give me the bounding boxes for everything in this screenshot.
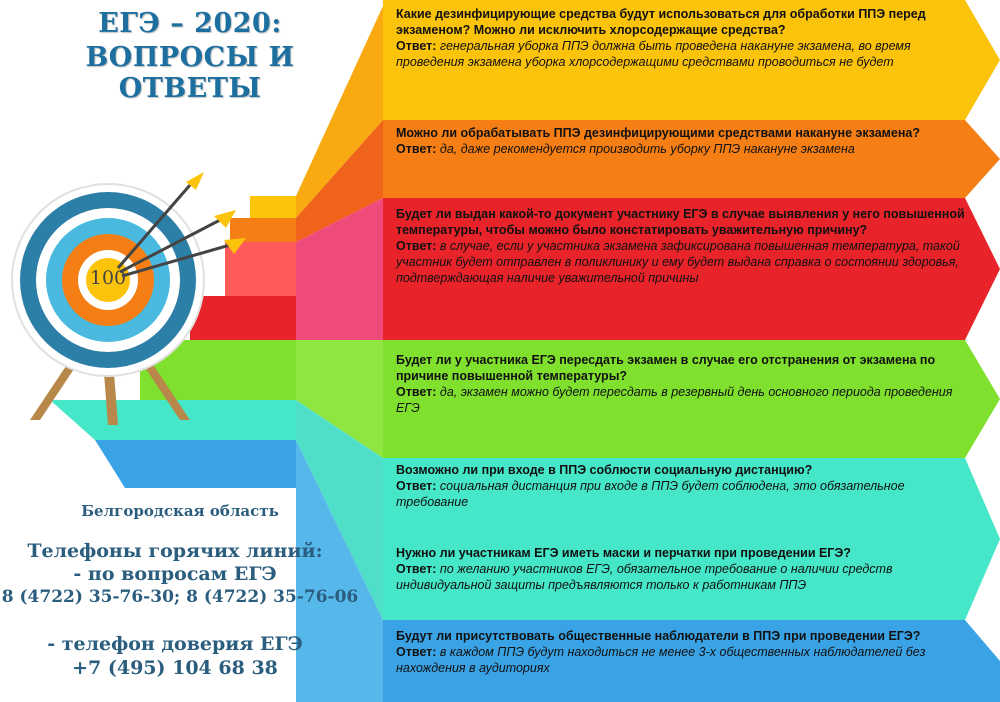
page-title-line2: ВОПРОСЫ И ОТВЕТЫ <box>85 42 295 104</box>
question-text: Будет ли выдан какой-то документ участнику ЕГЭ в случае выявления у него повышенной температуры, чтобы можно было констатировать уважительную причину? <box>396 207 965 237</box>
region-label: Белгородская область <box>81 502 279 520</box>
answer-text: социальная дистанция при входе в ППЭ будет соблюдена, это обязательное требование <box>396 479 905 509</box>
ege-hotline-phones: 8 (4722) 35-76-30; 8 (4722) 35-76-06 <box>1 587 359 607</box>
qa-item <box>396 6 966 70</box>
target-score: 100 <box>89 267 127 289</box>
answer-label: Ответ: <box>396 562 437 576</box>
answer-label: Ответ: <box>396 645 437 659</box>
qa-item <box>396 628 966 676</box>
yellow-ribbon <box>250 196 296 218</box>
qa-item <box>396 352 966 416</box>
qa-item <box>396 125 966 157</box>
ege-hotline-label: - по вопросам ЕГЭ <box>73 563 277 585</box>
answer-label: Ответ: <box>396 385 437 399</box>
answer-label: Ответ: <box>396 142 437 156</box>
qa-item <box>396 462 966 510</box>
question-text: Будет ли у участника ЕГЭ пересдать экзамен в случае его отстранения от экзамена по причине повышенной температуры? <box>396 353 936 383</box>
qa-item <box>396 545 966 593</box>
answer-text: в случае, если у участника экзамена зафиксирована повышенная температура, такой участник будет отправлен в поликлинику и ему будет выдана справка о состоянии здоровья, подтверждающая наличие уважительной причины <box>396 239 960 285</box>
qa-item <box>396 206 966 286</box>
answer-text: по желанию участников ЕГЭ, обязательное требование о наличии средств индивидуальной защиты предъявляются только к работникам ППЭ <box>396 562 893 592</box>
answer-text: в каждом ППЭ будут находиться не менее 3-х общественных наблюдателей без нахождения в аудиториях <box>396 645 926 675</box>
answer-label: Ответ: <box>396 39 437 53</box>
red-ribbon <box>190 296 296 340</box>
answer-text: генеральная уборка ППЭ должна быть проведена накануне экзамена, во время проведения экзамена уборка хлорсодержащими средствами проводиться не будет <box>396 39 911 69</box>
trust-line-phone: +7 (495) 104 68 38 <box>72 657 278 679</box>
question-text: Какие дезинфицирующие средства будут использоваться для обработки ППЭ перед экзаменом? Можно ли исключить хлорсодержащие средства? <box>396 7 926 37</box>
page-title-line1: ЕГЭ – 2020: <box>98 8 282 39</box>
question-text: Нужно ли участникам ЕГЭ иметь маски и перчатки при проведении ЕГЭ? <box>396 546 851 560</box>
hotlines-heading: Телефоны горячих линий: <box>27 540 323 562</box>
blue-ribbon <box>95 440 296 488</box>
question-text: Можно ли обрабатывать ППЭ дезинфицирующими средствами накануне экзамена? <box>396 126 920 140</box>
question-text: Будут ли присутствовать общественные наблюдатели в ППЭ при проведении ЕГЭ? <box>396 629 921 643</box>
answer-label: Ответ: <box>396 479 437 493</box>
orange-ribbon <box>230 218 296 242</box>
answer-text: да, даже рекомендуется производить уборку ППЭ накануне экзамена <box>439 142 855 156</box>
answer-label: Ответ: <box>396 239 437 253</box>
trust-line-label: - телефон доверия ЕГЭ <box>47 633 303 655</box>
question-text: Возможно ли при входе в ППЭ соблюсти социальную дистанцию? <box>396 463 813 477</box>
answer-text: да, экзамен можно будет пересдать в резервный день основного периода проведения ЕГЭ <box>396 385 953 415</box>
